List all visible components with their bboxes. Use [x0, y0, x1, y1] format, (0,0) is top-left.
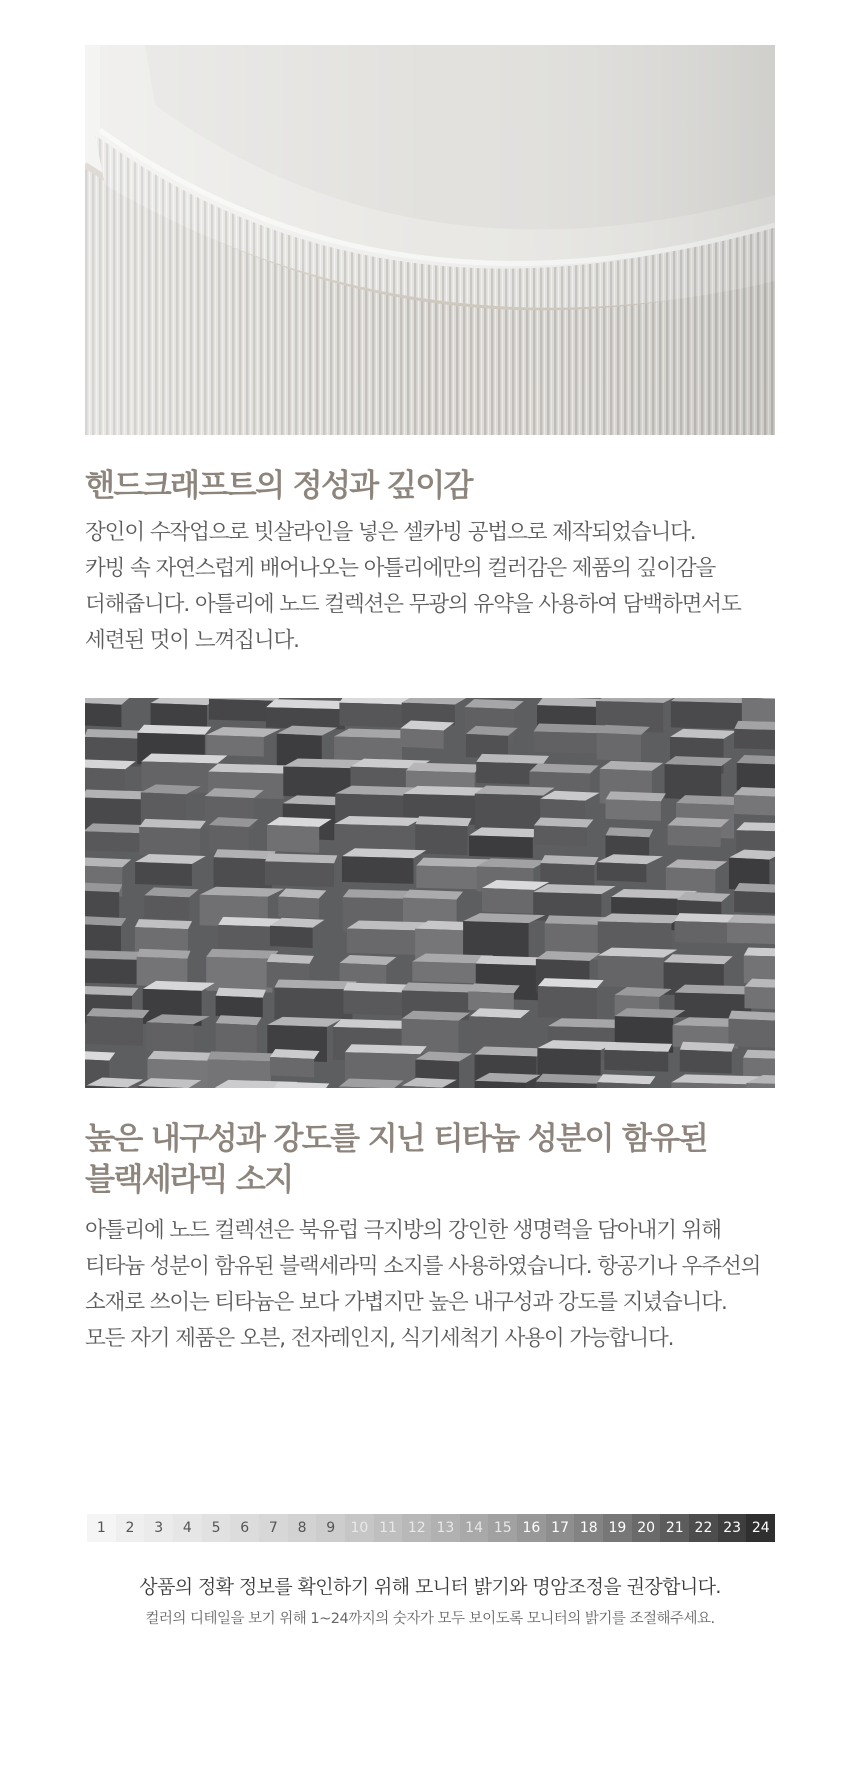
brightness-scale: [87, 1514, 775, 1542]
body-line: 티타늄 성분이 함유된 블랙세라믹 소지를 사용하였습니다. 항공기나 우주선의: [85, 1254, 761, 1279]
scale-cell: 14: [460, 1514, 489, 1542]
scale-cell: 10: [345, 1514, 374, 1542]
scale-cell: 24: [746, 1514, 775, 1542]
section-2-body: [85, 1213, 785, 1357]
title-line: 높은 내구성과 강도를 지닌 티타늄 성분이 함유된: [85, 1121, 708, 1157]
scale-cell: 11: [374, 1514, 403, 1542]
body-line: 세련된 멋이 느껴집니다.: [85, 628, 299, 653]
scale-cell: 2: [116, 1514, 145, 1542]
body-line: 아틀리에 노드 컬렉션은 북유럽 극지방의 강인한 생명력을 담아내기 위해: [85, 1218, 721, 1243]
scale-cell: 18: [574, 1514, 603, 1542]
scale-cell: 9: [316, 1514, 345, 1542]
body-line: 모든 자기 제품은 오븐, 전자레인지, 식기세척기 사용이 가능합니다.: [85, 1326, 674, 1351]
scale-cell: 13: [431, 1514, 460, 1542]
scale-cell: 5: [202, 1514, 231, 1542]
scale-cell: 6: [230, 1514, 259, 1542]
body-line: 더해줍니다. 아틀리에 노드 컬렉션은 무광의 유약을 사용하여 담백하면서도: [85, 592, 741, 617]
scale-cell: 12: [402, 1514, 431, 1542]
scale-cell: 20: [632, 1514, 661, 1542]
scale-cell: 17: [546, 1514, 575, 1542]
scale-cell: 21: [660, 1514, 689, 1542]
scale-cell: 1: [87, 1514, 116, 1542]
section-1-body: [85, 515, 785, 659]
scale-cell: 16: [517, 1514, 546, 1542]
scale-cell: 8: [288, 1514, 317, 1542]
title-line: 블랙세라믹 소지: [85, 1162, 293, 1198]
scale-cell: 15: [488, 1514, 517, 1542]
section-2-title: [85, 1119, 785, 1201]
body-line: 장인이 수작업으로 빗살라인을 넣은 셀카빙 공법으로 제작되었습니다.: [85, 520, 696, 545]
scale-cell: 19: [603, 1514, 632, 1542]
section-1-title: 핸드크래프트의 정성과 깊이감: [85, 468, 472, 504]
basalt-rock-photo: [85, 698, 775, 1088]
scale-cell: 7: [259, 1514, 288, 1542]
body-line: 카빙 속 자연스럽게 배어나오는 아틀리에만의 컬러감은 제품의 깊이감을: [85, 556, 716, 581]
scale-cell: 4: [173, 1514, 202, 1542]
monitor-notice: 상품의 정확 정보를 확인하기 위해 모니터 밝기와 명암조정을 권장합니다.: [139, 1576, 721, 1598]
body-line: 소재로 쓰이는 티타늄은 보다 가볍지만 높은 내구성과 강도를 지녔습니다.: [85, 1290, 727, 1315]
monitor-notice-detail: 컬러의 디테일을 보기 위해 1~24까지의 숫자가 모두 보이도록 모니터의 밝기를 조절해주세요.: [145, 1611, 715, 1627]
scale-cell: 3: [144, 1514, 173, 1542]
scale-cell: 22: [689, 1514, 718, 1542]
scale-cell: 23: [718, 1514, 747, 1542]
bowls-photo: [85, 45, 775, 435]
